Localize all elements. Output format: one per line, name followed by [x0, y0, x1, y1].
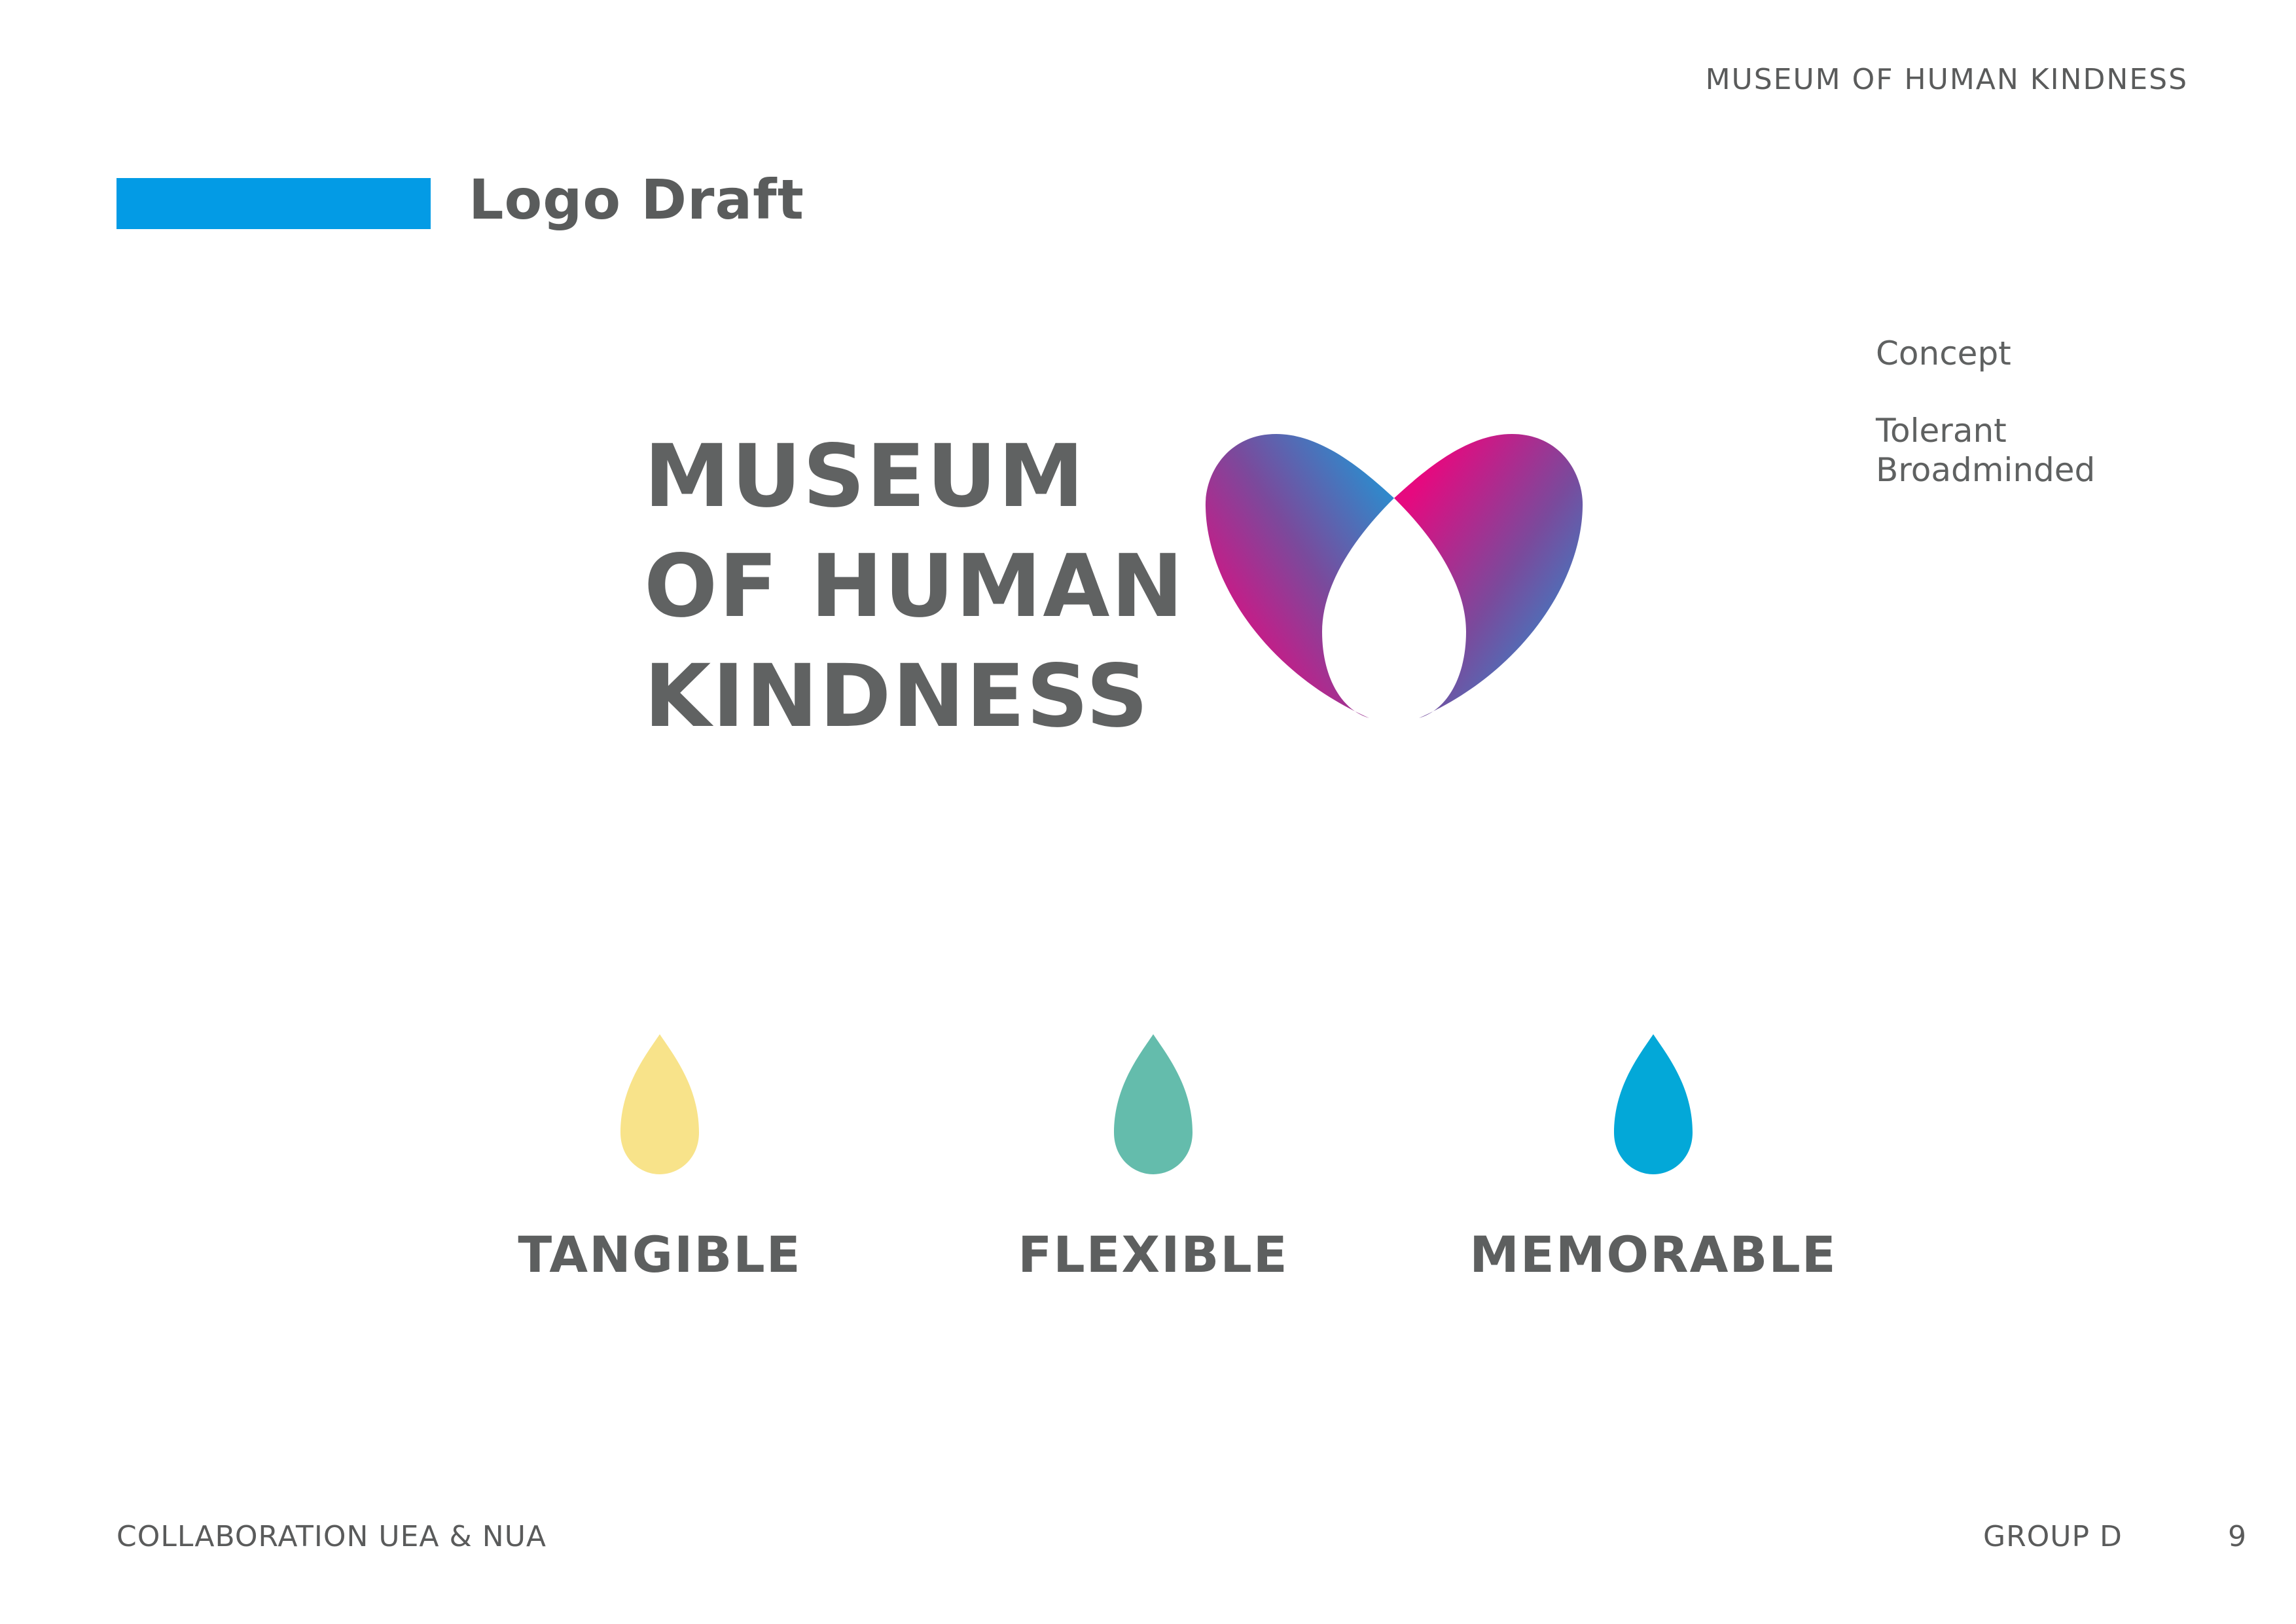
left-lobe	[1206, 434, 1394, 718]
value-tangible	[463, 1034, 856, 1284]
footer-group: GROUP D	[1983, 1520, 2123, 1553]
page-number: 9	[2228, 1520, 2246, 1553]
logo-wordmark	[644, 422, 1185, 751]
accent-bar	[117, 178, 431, 229]
drop-icon	[1114, 1034, 1193, 1174]
value-label-flexible: FLEXIBLE	[1018, 1225, 1289, 1284]
value-flexible	[957, 1034, 1350, 1284]
value-label-tangible: TANGIBLE	[518, 1225, 802, 1284]
drop-icon	[1614, 1034, 1693, 1174]
page-heading: Logo Draft	[469, 168, 804, 232]
drop-icon	[620, 1034, 699, 1174]
right-lobe	[1394, 434, 1583, 718]
wordmark-line-3: KINDNESS	[644, 646, 1150, 747]
footer-collaboration: COLLABORATION UEA & NUA	[117, 1520, 547, 1553]
value-label-memorable: MEMORABLE	[1469, 1225, 1837, 1284]
concept-label: Concept	[1876, 334, 2011, 372]
concept-item-tolerant: Tolerant	[1876, 412, 2007, 450]
header-title: MUSEUM OF HUMAN KINDNESS	[1705, 63, 2188, 96]
heart-drops-icon	[1198, 403, 1590, 730]
value-memorable	[1457, 1034, 1850, 1284]
wordmark-line-1: MUSEUM	[644, 426, 1086, 527]
concept-block	[1876, 334, 2095, 490]
concept-item-broadminded: Broadminded	[1876, 451, 2096, 489]
wordmark-line-2: OF HUMAN	[644, 536, 1185, 637]
